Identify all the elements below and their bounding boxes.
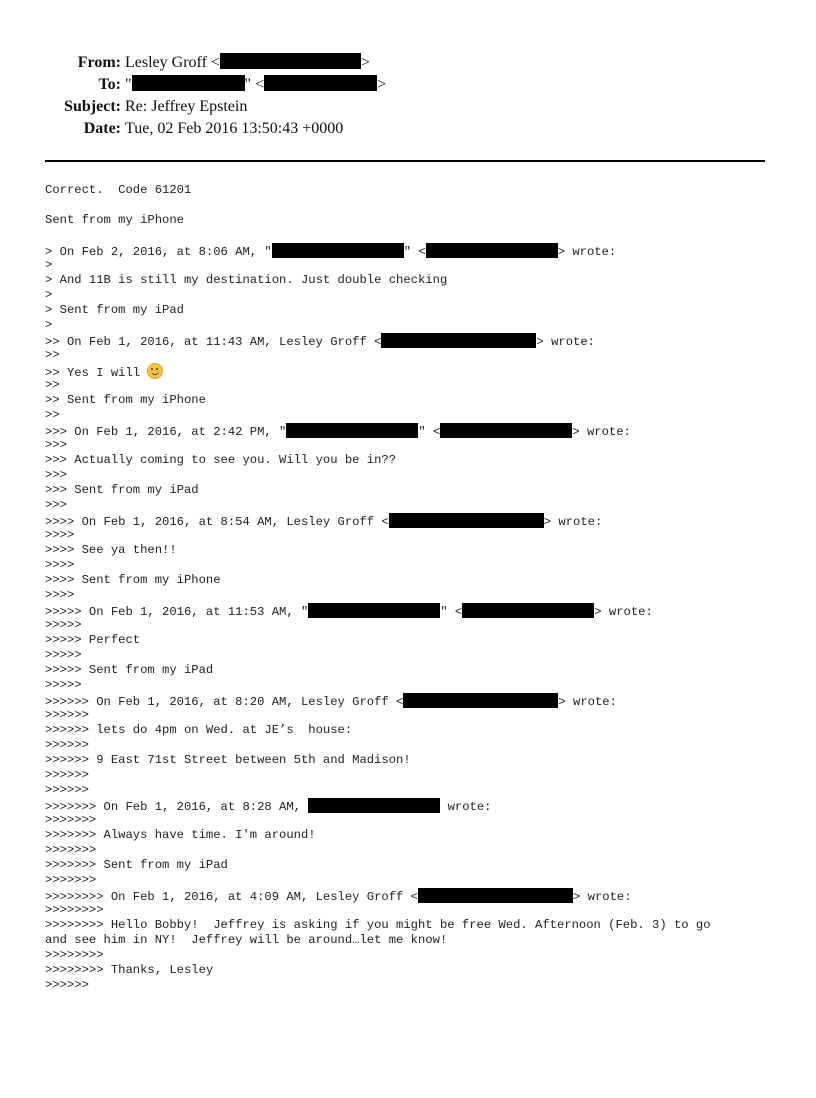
body-line: >>>>>>> [45,843,97,857]
redaction-block [389,513,544,528]
quote-header-text: >>>>>>> On Feb 1, 2016, at 8:28 AM, [45,800,309,814]
quote-header-text: " < [403,245,426,259]
to-open-quote: " [125,76,132,93]
quote-header-text: >>>>>>>> On Feb 1, 2016, at 4:09 AM, Lesley Groff < [45,890,418,904]
body-line: >>>>> [45,648,82,662]
redaction-block [381,333,536,348]
redaction-block [418,888,573,903]
quote-header-text: > wrote: [558,695,617,709]
redaction-block [220,53,361,69]
body-line: >> [45,348,60,362]
quote-header-text: > wrote: [557,245,617,259]
redaction-block [308,603,440,618]
body-line: > [45,318,53,332]
body-line: >> [45,378,60,392]
body-line: > [45,258,53,272]
quote-header-text: >>>> On Feb 1, 2016, at 8:54 AM, Lesley Groff < [45,515,389,529]
body-line: >>>>> Sent from my iPad [45,663,214,677]
body-line: >>>>>>> Always have time. I'm around! [45,828,316,842]
body-line: >>> Sent from my iPad [45,483,199,497]
body-line: >>>>>> 9 East 71st Street between 5th and Madison! [45,753,411,767]
body-line [45,363,163,378]
body-line: > Sent from my iPad [45,303,184,317]
body-line: >>>> [45,558,75,572]
body-line: >>>>> [45,618,82,632]
date-row [0,118,400,140]
quote-header-line [45,423,631,438]
redaction-block [426,243,558,258]
body-line: >>>>>> lets do 4pm on Wed. at JE’s house: [45,723,353,737]
redaction-block [440,423,572,438]
redaction-block [272,243,404,258]
body-line: >>> [45,468,67,482]
quote-header-text: > wrote: [543,515,603,529]
body-line: and see him in NY! Jeffrey will be around…let me know! [45,933,448,947]
body-line: >>>>>>>> [45,903,104,917]
redaction-block [264,75,377,91]
body-line: >> [45,408,60,422]
subject-value: Re: Jeffrey Epstein [125,98,248,115]
body-line: >>> [45,498,67,512]
quote-header-line [45,333,595,348]
body-line: >>>> Sent from my iPhone [45,573,221,587]
quote-header-text: " < [440,605,463,619]
quote-header-text: > wrote: [573,890,632,904]
quote-header-line [45,243,616,258]
body-line: >>>> [45,588,75,602]
quote-header-text: wrote: [440,800,492,814]
quote-header-line [45,513,602,528]
body-line: >>>>>>> [45,873,97,887]
quote-header-line [45,798,492,813]
redaction-block [286,423,418,438]
from-row [0,52,380,74]
body-text: >> Yes I will [45,366,148,380]
redaction-block [403,693,558,708]
quote-header-text: >>>>>> On Feb 1, 2016, at 8:20 AM, Lesley Groff < [45,695,404,709]
to-row [0,74,400,96]
body-line: Sent from my iPhone [45,213,184,227]
body-line: >>>> See ya then!! [45,543,177,557]
subject-label: Subject: [64,98,121,115]
quote-header-text: >> On Feb 1, 2016, at 11:43 AM, Lesley Groff < [45,335,382,349]
from-value [125,52,370,74]
quote-header-text: >>> On Feb 1, 2016, at 2:42 PM, " [45,425,287,439]
body-line: >>>>>>> [45,813,97,827]
quote-header-text: >>>>> On Feb 1, 2016, at 11:53 AM, " [45,605,309,619]
body-line: >>>>>> [45,783,89,797]
email-body [45,183,775,1098]
body-line: >>>>>>>> Hello Bobby! Jeffrey is asking if you might be free Wed. Afternoon (Feb. 3) to go [45,918,711,932]
body-line: >>>>>> [45,708,89,722]
to-close: > [377,76,387,93]
redaction-block [308,798,440,813]
from-name: Lesley Groff < [125,54,220,71]
body-line: >>>>>> [45,738,89,752]
header-divider [45,160,765,162]
redaction-block [132,75,245,91]
smiley-emoji-icon [147,363,163,379]
body-line: >>>>>> [45,978,89,992]
quote-header-text: > On Feb 2, 2016, at 8:06 AM, " [45,245,272,259]
date-value: Tue, 02 Feb 2016 13:50:43 +0000 [125,120,344,137]
to-mid: " < [244,76,265,93]
body-line: >>> [45,438,67,452]
from-close: > [360,54,370,71]
body-line: > And 11B is still my destination. Just double checking [45,273,448,287]
date-label: Date: [83,120,121,137]
quote-header-line [45,603,653,618]
subject-row [0,96,400,118]
to-value [125,74,386,96]
quote-header-text: " < [418,425,441,439]
body-line: >>>> [45,528,75,542]
from-label: From: [77,54,121,71]
body-line: Correct. Code 61201 [45,183,192,197]
body-line: >>>>> [45,678,82,692]
to-label: To: [98,76,121,93]
redaction-block [462,603,594,618]
quote-header-text: > wrote: [572,425,631,439]
body-line: > [45,288,53,302]
body-line: >>> Actually coming to see you. Will you be in?? [45,453,397,467]
body-line: >>>>> Perfect [45,633,141,647]
body-line: >>>>>>>> Thanks, Lesley [45,963,214,977]
quote-header-line [45,888,632,903]
body-line: >>>>>>> Sent from my iPad [45,858,228,872]
body-line: >>>>>>>> [45,948,104,962]
body-line: >>>>>> [45,768,89,782]
quote-header-line [45,693,617,708]
body-line: >> Sent from my iPhone [45,393,206,407]
quote-header-text: > wrote: [594,605,653,619]
quote-header-text: > wrote: [536,335,595,349]
